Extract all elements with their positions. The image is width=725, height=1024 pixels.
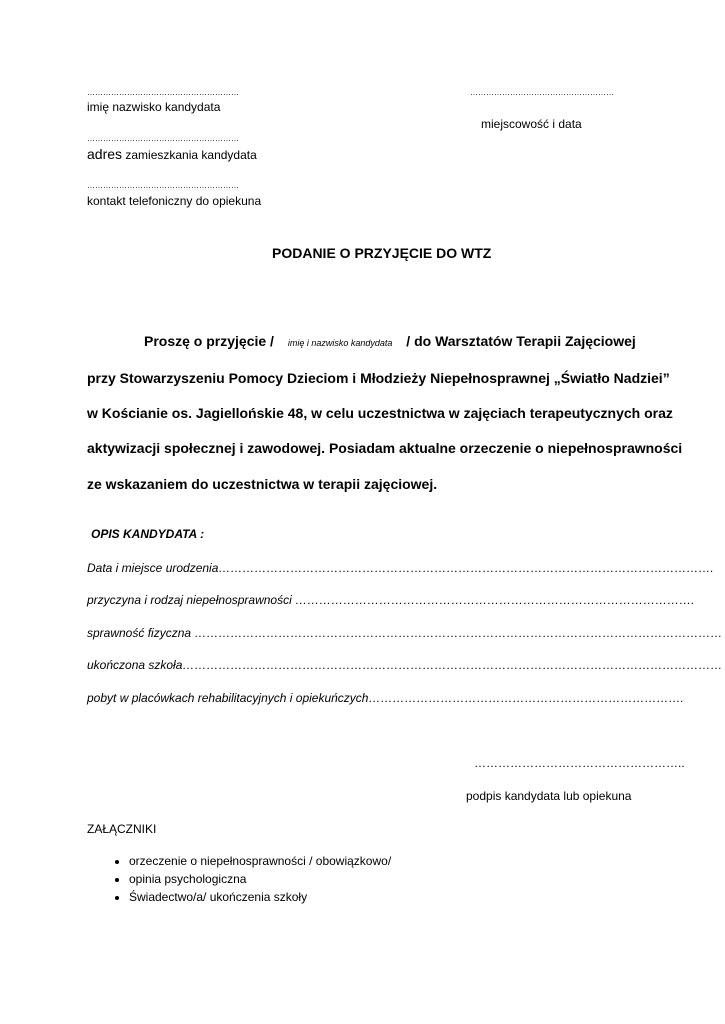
birth-date-place-field: Data i miejsce urodzenia……………………………………………………………………………………………………………. bbox=[87, 561, 714, 575]
document-title: PODANIE O PRZYJĘCIE DO WTZ bbox=[272, 245, 492, 261]
attachments-list bbox=[105, 852, 391, 906]
name-label: imię nazwisko kandydata bbox=[87, 100, 221, 114]
name-dotted-line: ………………………………………………… bbox=[87, 88, 239, 97]
contact-dotted-line: ………………………………………………… bbox=[87, 181, 239, 190]
body-line-3: w Kościanie os. Jagiellońskie 48, w celu uczestnictwa w zajęciach terapeutycznych oraz bbox=[87, 405, 673, 421]
body-line-5: ze wskazaniem do uczestnictwa w terapii zajęciowej. bbox=[87, 476, 438, 492]
candidate-name-hint: imię i nazwisko kandydata bbox=[287, 338, 393, 348]
body-line-2: przy Stowarzyszeniu Pomocy Dzieciom i Młodzieży Niepełnosprawnej „Światło Nadziei” bbox=[87, 370, 670, 386]
place-date-label: miejscowość i data bbox=[481, 117, 582, 131]
address-label-big: adres bbox=[87, 146, 123, 162]
school-completed-field: ukończona szkoła……………………………………………………………………………………………………………………… bbox=[87, 658, 723, 672]
signature-dotted-line: …………………………………………….. bbox=[474, 756, 685, 770]
attachment-item: • orzeczenie o niepełnosprawności / obowiązkowo/ bbox=[129, 852, 391, 870]
attachment-item: • opinia psychologiczna bbox=[129, 870, 391, 888]
physical-fitness-field: sprawność fizyczna …………………………………………………………………………………………………………………… bbox=[87, 626, 723, 640]
disability-cause-field: przyczyna i rodzaj niepełnosprawności ………………………………………………………………………………………. bbox=[87, 593, 695, 607]
place-date-dotted-line: ……………………………………………… bbox=[470, 88, 614, 97]
address-label bbox=[87, 146, 257, 164]
body-line-1-end: / do Warsztatów Terapii Zajęciowej bbox=[406, 333, 636, 349]
contact-label: kontakt telefoniczny do opiekuna bbox=[87, 194, 262, 208]
address-label-rest: zamieszkania kandydata bbox=[122, 148, 257, 162]
signature-label: podpis kandydata lub opiekuna bbox=[466, 789, 632, 803]
attachments-title: ZAŁĄCZNIKI bbox=[87, 822, 157, 836]
address-dotted-line: ………………………………………………… bbox=[87, 134, 239, 143]
body-line-4: aktywizacji społecznej i zawodowej. Posiadam aktualne orzeczenie o niepełnosprawności bbox=[87, 440, 683, 456]
rehab-stays-field: pobyt w placówkach rehabilitacyjnych i opiekuńczych……………………………………………………………………. bbox=[87, 691, 684, 705]
body-line-1 bbox=[144, 333, 636, 349]
attachment-item: • Świadectwo/a/ ukończenia szkoły bbox=[129, 888, 391, 906]
body-line-1-start: Proszę o przyjęcie / bbox=[144, 333, 274, 349]
description-heading: OPIS KANDYDATA : bbox=[91, 527, 205, 541]
